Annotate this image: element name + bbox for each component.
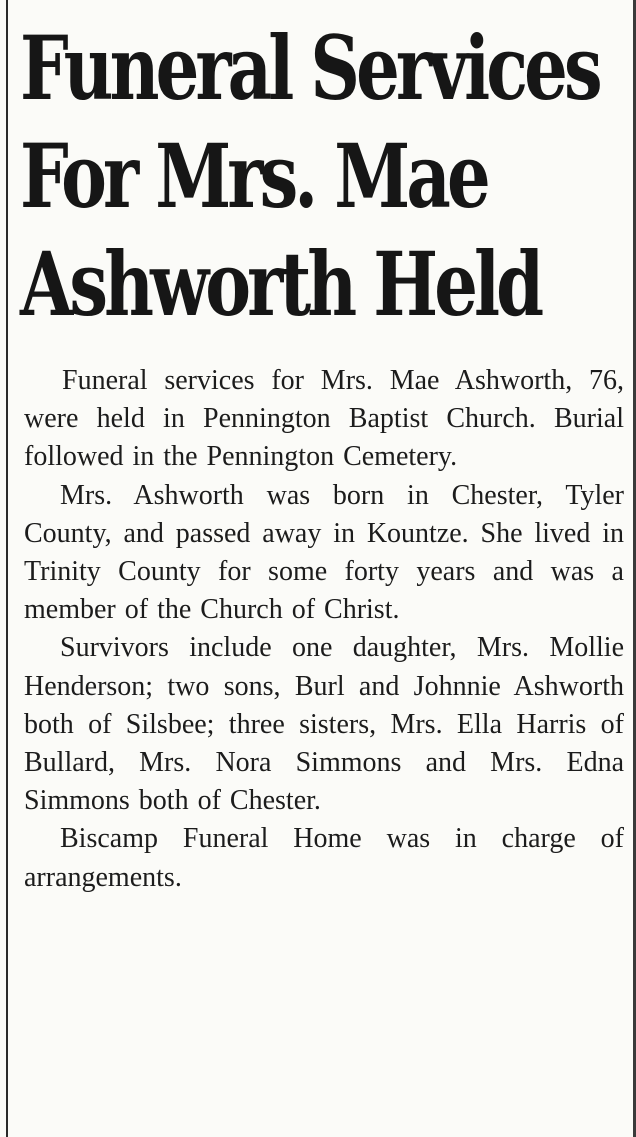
headline-line-3: Ashworth Held <box>20 232 541 336</box>
paragraph-survivors: Survivors include one daughter, Mrs. Mollie Henderson; two sons, Burl and Johnnie Ashworth both of Silsbee; three sisters, Mrs. Ella Harris of Bullard, Mrs. Nora Simmons and Mrs. Edna Simmons both of Chester. <box>24 632 624 817</box>
article-body <box>24 362 624 897</box>
headline-line-2: For Mrs. Mae <box>20 124 487 228</box>
paragraph-arrangements: Biscamp Funeral Home was in charge of arrangements. <box>24 823 624 893</box>
clipping-left-edge <box>6 0 8 1137</box>
paragraph-services: Funeral services for Mrs. Mae Ashworth, 76, were held in Pennington Baptist Church. Burial followed in the Pennington Cemetery. <box>24 365 624 473</box>
headline <box>20 14 599 338</box>
paragraph-biography: Mrs. Ashworth was born in Chester, Tyler County, and passed away in Kountze. She lived in Trinity County for some forty years and was a member of the Church of Christ. <box>24 479 624 626</box>
headline-line-1: Funeral Services <box>20 16 599 120</box>
